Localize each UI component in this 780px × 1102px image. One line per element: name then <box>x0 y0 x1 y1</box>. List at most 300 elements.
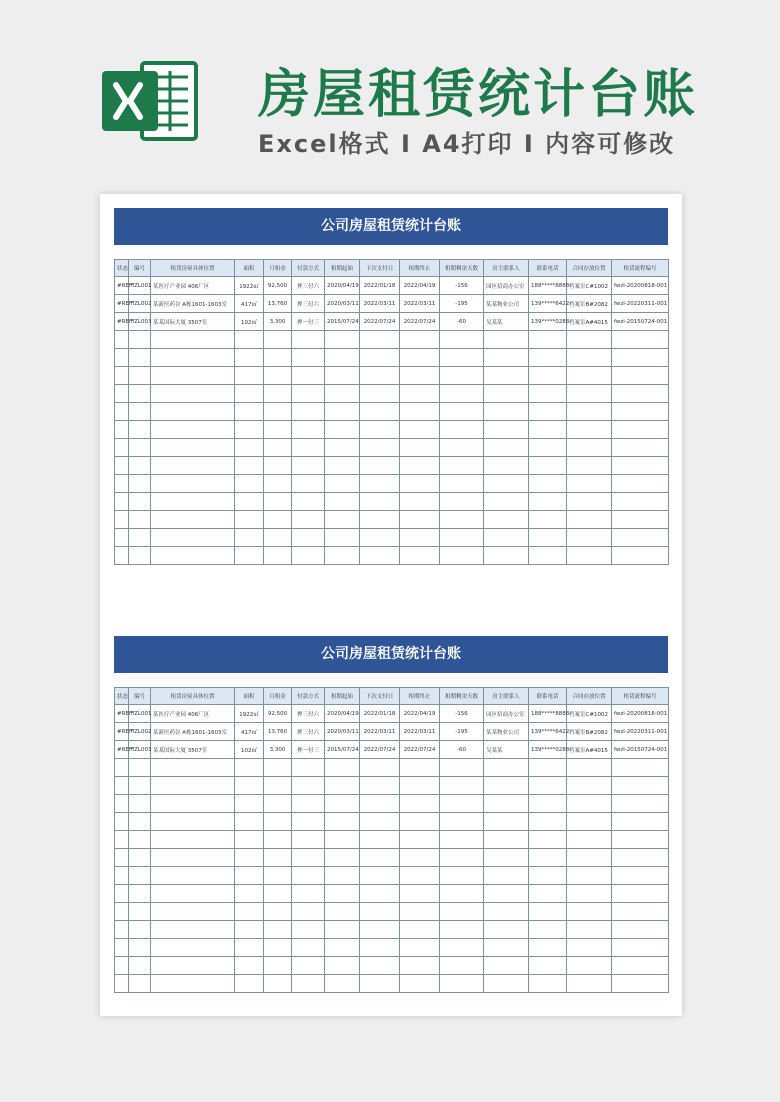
table-header-row <box>115 260 669 277</box>
empty-cell <box>115 493 129 511</box>
empty-cell <box>360 831 400 849</box>
column-header: 下次支付日 <box>360 688 400 705</box>
empty-cell <box>440 975 484 993</box>
table-cell: #REF! <box>115 723 129 741</box>
table-cell: 2022/03/11 <box>400 295 440 313</box>
empty-cell <box>529 777 567 795</box>
empty-cell <box>325 939 360 957</box>
empty-cell <box>612 439 669 457</box>
column-header: 租赁房屋具体位置 <box>151 260 235 277</box>
empty-cell <box>325 813 360 831</box>
table-cell: -156 <box>440 705 484 723</box>
empty-cell <box>235 939 264 957</box>
empty-row <box>115 403 669 421</box>
empty-cell <box>440 331 484 349</box>
empty-cell <box>440 957 484 975</box>
empty-cell <box>115 903 129 921</box>
empty-cell <box>151 403 235 421</box>
empty-cell <box>151 421 235 439</box>
table-cell: 2022/07/24 <box>360 741 400 759</box>
empty-cell <box>529 367 567 385</box>
empty-cell <box>360 849 400 867</box>
table-cell: #REF! <box>115 705 129 723</box>
empty-row <box>115 367 669 385</box>
empty-cell <box>292 493 325 511</box>
empty-cell <box>115 759 129 777</box>
empty-cell <box>115 831 129 849</box>
empty-cell <box>235 385 264 403</box>
empty-cell <box>325 885 360 903</box>
empty-row <box>115 831 669 849</box>
empty-cell <box>235 367 264 385</box>
table-cell: FZL002 <box>129 295 151 313</box>
empty-cell <box>264 957 292 975</box>
column-header: 租期终止 <box>400 260 440 277</box>
table-row <box>115 295 669 313</box>
table-cell: 92,500 <box>264 277 292 295</box>
empty-cell <box>529 475 567 493</box>
empty-cell <box>129 475 151 493</box>
table-cell: 2020/04/19 <box>325 705 360 723</box>
empty-cell <box>400 421 440 439</box>
empty-cell <box>235 921 264 939</box>
empty-row <box>115 849 669 867</box>
table-cell: 吴某某 <box>484 741 529 759</box>
empty-cell <box>484 975 529 993</box>
empty-cell <box>567 367 612 385</box>
empty-cell <box>151 921 235 939</box>
empty-cell <box>529 331 567 349</box>
empty-cell <box>440 921 484 939</box>
empty-cell <box>264 795 292 813</box>
empty-cell <box>567 493 612 511</box>
table-cell: 2022/03/11 <box>400 723 440 741</box>
empty-row <box>115 813 669 831</box>
empty-cell <box>325 385 360 403</box>
empty-cell <box>115 813 129 831</box>
sheet-title: 公司房屋租赁统计台账 <box>114 208 668 245</box>
empty-cell <box>567 759 612 777</box>
ledger-block <box>114 636 668 993</box>
empty-cell <box>235 759 264 777</box>
table-cell: -195 <box>440 295 484 313</box>
empty-cell <box>612 975 669 993</box>
empty-cell <box>292 529 325 547</box>
empty-cell <box>151 975 235 993</box>
empty-cell <box>292 367 325 385</box>
empty-cell <box>529 421 567 439</box>
empty-cell <box>235 331 264 349</box>
empty-cell <box>235 795 264 813</box>
table-cell: #REF! <box>115 295 129 313</box>
table-cell: 139*****0288 <box>529 741 567 759</box>
column-header: 面积 <box>235 260 264 277</box>
empty-cell <box>567 385 612 403</box>
table-cell: 139*****0288 <box>529 313 567 331</box>
empty-cell <box>529 849 567 867</box>
excel-logo-icon <box>100 55 200 147</box>
empty-cell <box>129 975 151 993</box>
empty-cell <box>612 403 669 421</box>
empty-cell <box>325 493 360 511</box>
empty-cell <box>292 331 325 349</box>
table-cell: 档案室C#1002 <box>567 277 612 295</box>
empty-cell <box>529 885 567 903</box>
empty-cell <box>129 547 151 565</box>
empty-row <box>115 349 669 367</box>
empty-cell <box>264 475 292 493</box>
empty-cell <box>484 849 529 867</box>
empty-row <box>115 903 669 921</box>
empty-cell <box>400 849 440 867</box>
empty-cell <box>567 939 612 957</box>
table-cell: 2020/03/11 <box>325 295 360 313</box>
column-header: 租期终止 <box>400 688 440 705</box>
empty-cell <box>151 867 235 885</box>
empty-cell <box>151 367 235 385</box>
table-cell: 档案室B#2082 <box>567 295 612 313</box>
table-cell: 139*****6422 <box>529 295 567 313</box>
empty-cell <box>292 849 325 867</box>
empty-cell <box>612 421 669 439</box>
empty-cell <box>612 885 669 903</box>
table-cell: 园区招商办公室 <box>484 705 529 723</box>
column-header: 状态 <box>115 688 129 705</box>
empty-cell <box>292 867 325 885</box>
empty-cell <box>235 421 264 439</box>
empty-cell <box>400 975 440 993</box>
empty-cell <box>360 439 400 457</box>
table-cell: -156 <box>440 277 484 295</box>
table-cell: 吴某某 <box>484 313 529 331</box>
empty-cell <box>567 547 612 565</box>
empty-cell <box>264 903 292 921</box>
table-cell: 417㎡ <box>235 723 264 741</box>
empty-cell <box>151 349 235 367</box>
empty-cell <box>235 493 264 511</box>
empty-row <box>115 493 669 511</box>
empty-cell <box>151 493 235 511</box>
table-cell: 档案室B#2082 <box>567 723 612 741</box>
empty-cell <box>529 511 567 529</box>
column-header: 租期剩余天数 <box>440 688 484 705</box>
empty-cell <box>529 547 567 565</box>
empty-cell <box>400 511 440 529</box>
table-cell: FZL002 <box>129 723 151 741</box>
table-cell: 2022/01/18 <box>360 705 400 723</box>
empty-cell <box>360 921 400 939</box>
table-cell: 档案室A#4015 <box>567 313 612 331</box>
empty-cell <box>129 813 151 831</box>
empty-cell <box>484 795 529 813</box>
empty-cell <box>235 475 264 493</box>
empty-row <box>115 777 669 795</box>
empty-cell <box>400 403 440 421</box>
empty-cell <box>484 421 529 439</box>
empty-cell <box>292 349 325 367</box>
empty-cell <box>292 885 325 903</box>
empty-cell <box>360 493 400 511</box>
table-cell: 2020/04/19 <box>325 277 360 295</box>
empty-cell <box>264 939 292 957</box>
empty-cell <box>612 831 669 849</box>
empty-cell <box>440 421 484 439</box>
empty-cell <box>264 367 292 385</box>
table-row <box>115 741 669 759</box>
empty-cell <box>115 331 129 349</box>
empty-cell <box>264 975 292 993</box>
empty-cell <box>115 547 129 565</box>
empty-cell <box>325 403 360 421</box>
table-cell: 押一付三 <box>292 741 325 759</box>
empty-cell <box>129 439 151 457</box>
empty-cell <box>440 759 484 777</box>
empty-cell <box>360 403 400 421</box>
empty-cell <box>484 439 529 457</box>
empty-cell <box>400 921 440 939</box>
empty-cell <box>115 421 129 439</box>
empty-cell <box>484 885 529 903</box>
table-cell: 2015/07/24 <box>325 741 360 759</box>
empty-cell <box>484 939 529 957</box>
empty-cell <box>235 511 264 529</box>
empty-cell <box>612 813 669 831</box>
empty-cell <box>115 349 129 367</box>
empty-cell <box>264 849 292 867</box>
table-cell: 13,760 <box>264 723 292 741</box>
empty-cell <box>567 885 612 903</box>
empty-cell <box>484 921 529 939</box>
ledger-table <box>114 259 669 565</box>
table-cell: 102㎡ <box>235 741 264 759</box>
empty-cell <box>264 777 292 795</box>
empty-cell <box>529 349 567 367</box>
empty-cell <box>440 367 484 385</box>
empty-cell <box>440 511 484 529</box>
empty-cell <box>235 867 264 885</box>
empty-cell <box>612 331 669 349</box>
table-cell: FZL003 <box>129 313 151 331</box>
empty-cell <box>129 867 151 885</box>
empty-cell <box>529 385 567 403</box>
empty-cell <box>325 439 360 457</box>
empty-row <box>115 939 669 957</box>
empty-cell <box>484 403 529 421</box>
table-cell: 某某物业公司 <box>484 295 529 313</box>
table-cell: 某某物业公司 <box>484 723 529 741</box>
empty-cell <box>151 385 235 403</box>
empty-cell <box>325 529 360 547</box>
empty-cell <box>400 385 440 403</box>
empty-cell <box>151 439 235 457</box>
empty-cell <box>235 885 264 903</box>
table-cell: #REF! <box>115 277 129 295</box>
empty-cell <box>292 385 325 403</box>
empty-cell <box>151 885 235 903</box>
empty-cell <box>484 759 529 777</box>
empty-cell <box>264 457 292 475</box>
empty-cell <box>612 795 669 813</box>
empty-row <box>115 547 669 565</box>
empty-cell <box>484 957 529 975</box>
empty-cell <box>484 529 529 547</box>
empty-cell <box>612 921 669 939</box>
empty-cell <box>264 385 292 403</box>
empty-cell <box>484 777 529 795</box>
empty-cell <box>325 759 360 777</box>
empty-cell <box>129 795 151 813</box>
empty-cell <box>115 475 129 493</box>
column-header: 租期起始 <box>325 688 360 705</box>
empty-cell <box>440 385 484 403</box>
table-cell: fwzl-20150724-001 <box>612 313 669 331</box>
empty-cell <box>151 475 235 493</box>
empty-cell <box>612 349 669 367</box>
empty-cell <box>129 529 151 547</box>
empty-cell <box>360 795 400 813</box>
empty-cell <box>567 511 612 529</box>
table-cell: 某新医药谷 A栋1601-1603室 <box>151 723 235 741</box>
empty-row <box>115 331 669 349</box>
page-title: 房屋租赁统计台账 <box>258 65 699 125</box>
table-cell: 押三付六 <box>292 277 325 295</box>
empty-cell <box>264 813 292 831</box>
empty-cell <box>264 547 292 565</box>
empty-cell <box>151 849 235 867</box>
empty-cell <box>264 331 292 349</box>
empty-cell <box>360 457 400 475</box>
empty-cell <box>264 885 292 903</box>
empty-cell <box>440 867 484 885</box>
empty-cell <box>529 903 567 921</box>
table-cell: fwzl-20200818-001 <box>612 277 669 295</box>
empty-cell <box>129 385 151 403</box>
empty-cell <box>484 349 529 367</box>
empty-cell <box>264 349 292 367</box>
empty-cell <box>129 921 151 939</box>
table-cell: 某某国际大厦 3507室 <box>151 741 235 759</box>
empty-cell <box>325 367 360 385</box>
table-cell: 某新医药谷 A栋1601-1603室 <box>151 295 235 313</box>
empty-cell <box>567 795 612 813</box>
empty-cell <box>292 547 325 565</box>
empty-cell <box>567 331 612 349</box>
empty-cell <box>292 439 325 457</box>
empty-cell <box>567 975 612 993</box>
empty-cell <box>440 529 484 547</box>
empty-cell <box>567 849 612 867</box>
empty-cell <box>484 493 529 511</box>
empty-cell <box>529 439 567 457</box>
empty-cell <box>612 547 669 565</box>
ledger-block <box>114 208 668 565</box>
empty-cell <box>612 849 669 867</box>
empty-cell <box>567 813 612 831</box>
empty-cell <box>612 903 669 921</box>
empty-cell <box>115 867 129 885</box>
column-header: 租期起始 <box>325 260 360 277</box>
empty-cell <box>129 759 151 777</box>
table-cell: 2022/07/24 <box>360 313 400 331</box>
empty-row <box>115 795 669 813</box>
empty-cell <box>567 529 612 547</box>
empty-cell <box>129 493 151 511</box>
empty-cell <box>325 349 360 367</box>
empty-cell <box>612 511 669 529</box>
empty-cell <box>567 921 612 939</box>
column-header: 房主联系人 <box>484 688 529 705</box>
empty-cell <box>360 367 400 385</box>
empty-cell <box>567 777 612 795</box>
table-cell: 2022/03/11 <box>360 295 400 313</box>
empty-cell <box>235 439 264 457</box>
table-row <box>115 277 669 295</box>
empty-cell <box>235 957 264 975</box>
empty-cell <box>360 511 400 529</box>
table-cell: #REF! <box>115 313 129 331</box>
table-row <box>115 705 669 723</box>
table-cell: 某某国际大厦 3507室 <box>151 313 235 331</box>
empty-cell <box>529 867 567 885</box>
empty-cell <box>325 457 360 475</box>
empty-cell <box>612 385 669 403</box>
empty-row <box>115 885 669 903</box>
table-cell: 188*****8888 <box>529 277 567 295</box>
empty-row <box>115 421 669 439</box>
empty-cell <box>440 903 484 921</box>
empty-cell <box>129 939 151 957</box>
empty-cell <box>151 831 235 849</box>
empty-cell <box>567 421 612 439</box>
column-header: 状态 <box>115 260 129 277</box>
empty-cell <box>612 475 669 493</box>
empty-cell <box>151 547 235 565</box>
empty-cell <box>400 547 440 565</box>
empty-row <box>115 511 669 529</box>
empty-cell <box>360 975 400 993</box>
empty-cell <box>235 903 264 921</box>
column-header: 合同存放位置 <box>567 688 612 705</box>
empty-cell <box>115 385 129 403</box>
empty-cell <box>292 795 325 813</box>
empty-cell <box>325 475 360 493</box>
empty-cell <box>400 331 440 349</box>
empty-cell <box>529 759 567 777</box>
empty-cell <box>129 457 151 475</box>
table-cell: 押三付六 <box>292 705 325 723</box>
table-cell: -60 <box>440 313 484 331</box>
empty-row <box>115 529 669 547</box>
empty-cell <box>151 795 235 813</box>
empty-cell <box>292 975 325 993</box>
empty-cell <box>264 759 292 777</box>
empty-cell <box>151 457 235 475</box>
empty-cell <box>612 957 669 975</box>
empty-cell <box>567 349 612 367</box>
empty-cell <box>235 975 264 993</box>
empty-cell <box>129 331 151 349</box>
table-cell: 档案室A#4015 <box>567 741 612 759</box>
empty-cell <box>612 367 669 385</box>
column-header: 下次支付日 <box>360 260 400 277</box>
table-cell: 2022/07/24 <box>400 741 440 759</box>
empty-cell <box>129 421 151 439</box>
empty-cell <box>567 457 612 475</box>
empty-cell <box>400 367 440 385</box>
empty-cell <box>115 777 129 795</box>
empty-cell <box>325 903 360 921</box>
empty-cell <box>151 529 235 547</box>
